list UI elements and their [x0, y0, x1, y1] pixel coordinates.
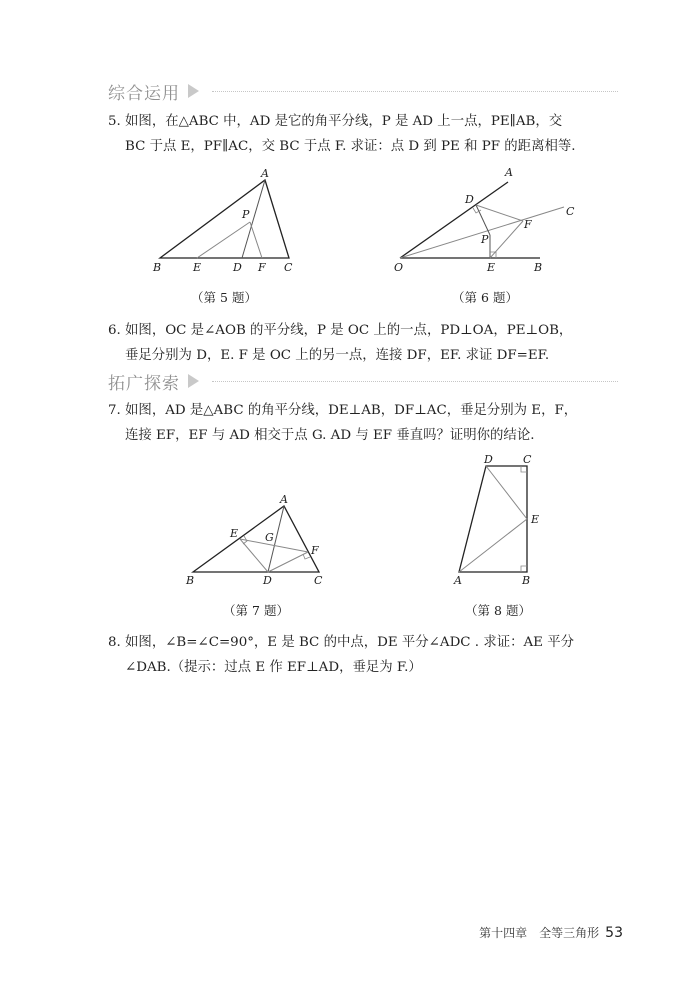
- section-title: 拓广探索: [108, 373, 180, 394]
- label-c: C: [314, 574, 323, 587]
- section-heading-explore: [108, 370, 199, 392]
- label-e: E: [193, 261, 202, 274]
- label-g: G: [265, 531, 274, 544]
- question-5-line-2: BC 于点 E，PF∥AC，交 BC 于点 F. 求证：点 D 到 PE 和 PF 的距离相等.: [125, 139, 576, 154]
- label-b: B: [534, 261, 543, 274]
- question-5-line-1: 5. 如图，在△ABC 中，AD 是它的角平分线，P 是 AD 上一点，PE∥AB，交: [108, 114, 563, 129]
- label-a: A: [280, 493, 288, 506]
- question-7-line-2: 连接 EF，EF 与 AD 相交于点 G. AD 与 EF 垂直吗？证明你的结论.: [125, 428, 535, 443]
- segment-pe: [197, 222, 250, 258]
- ray-oa: [400, 182, 508, 258]
- figure-5-diagram: [150, 165, 310, 280]
- segment-ae: [459, 519, 527, 572]
- label-f: F: [524, 218, 532, 231]
- label-d: D: [484, 453, 493, 466]
- segment-pf: [250, 222, 262, 258]
- label-p: P: [242, 208, 250, 221]
- figure-8-caption: （第 8 题）: [465, 603, 531, 618]
- question-7-line-1: 7. 如图，AD 是△ABC 的角平分线，DE⊥AB，DF⊥AC，垂足分别为 E，F，: [108, 403, 578, 418]
- label-c: C: [284, 261, 293, 274]
- question-6-line-1: 6. 如图，OC 是∠AOB 的平分线，P 是 OC 上的一点，PD⊥OA，PE⊥OB，: [108, 323, 573, 338]
- segment-de: [486, 466, 527, 519]
- triangle-abc: [160, 180, 289, 258]
- label-e: E: [487, 261, 496, 274]
- right-angle-mark-f: [303, 554, 310, 559]
- label-f: F: [258, 261, 266, 274]
- label-d: D: [233, 261, 242, 274]
- label-b: B: [522, 574, 531, 587]
- segment-df: [476, 205, 523, 221]
- label-d: D: [263, 574, 272, 587]
- section-heading-integrated: [108, 80, 199, 102]
- label-b: B: [186, 574, 195, 587]
- section-divider: [212, 381, 618, 382]
- label-c: C: [566, 205, 575, 218]
- page-number: 53: [605, 925, 623, 941]
- section-arrow-icon: [188, 84, 199, 98]
- question-7: [108, 398, 624, 448]
- right-angle-mark-b: [521, 566, 527, 572]
- question-5: [108, 109, 624, 159]
- question-6: [108, 318, 624, 368]
- label-a: A: [454, 574, 462, 587]
- label-e: E: [531, 513, 540, 526]
- label-c: C: [523, 453, 532, 466]
- label-a: A: [261, 167, 269, 180]
- label-b: B: [153, 261, 162, 274]
- segment-ef: [490, 221, 523, 258]
- question-8-line-2: ∠DAB.（提示：过点 E 作 EF⊥AD，垂足为 F.）: [125, 660, 422, 675]
- segment-df: [268, 552, 308, 572]
- right-angle-mark-c: [521, 466, 527, 472]
- section-divider: [212, 91, 618, 92]
- figure-7-diagram: [180, 490, 330, 590]
- chapter-title: 第十四章 全等三角形: [479, 926, 600, 940]
- label-a: A: [505, 166, 513, 179]
- figure-7-caption: （第 7 题）: [223, 603, 289, 618]
- question-8: [108, 630, 624, 680]
- question-6-line-2: 垂足分别为 D，E. F 是 OC 上的另一点，连接 DF，EF. 求证 DF=EF.: [125, 348, 550, 363]
- figure-8-diagram: [450, 450, 550, 590]
- label-d: D: [465, 193, 474, 206]
- trapezoid-abcd: [459, 466, 527, 572]
- page-footer: [479, 924, 623, 941]
- figure-5-caption: （第 5 题）: [191, 290, 257, 305]
- label-p: P: [481, 233, 489, 246]
- triangle-abc: [193, 506, 319, 572]
- label-f: F: [311, 544, 319, 557]
- label-o: O: [394, 261, 404, 274]
- segment-ef: [240, 539, 308, 552]
- question-8-line-1: 8. 如图，∠B=∠C=90°，E 是 BC 的中点，DE 平分∠ADC . 求证：AE 平分: [108, 635, 574, 650]
- figure-6-diagram: [390, 165, 580, 280]
- section-title: 综合运用: [108, 83, 180, 104]
- label-e: E: [230, 527, 239, 540]
- figure-6-caption: （第 6 题）: [452, 290, 518, 305]
- section-arrow-icon: [188, 374, 199, 388]
